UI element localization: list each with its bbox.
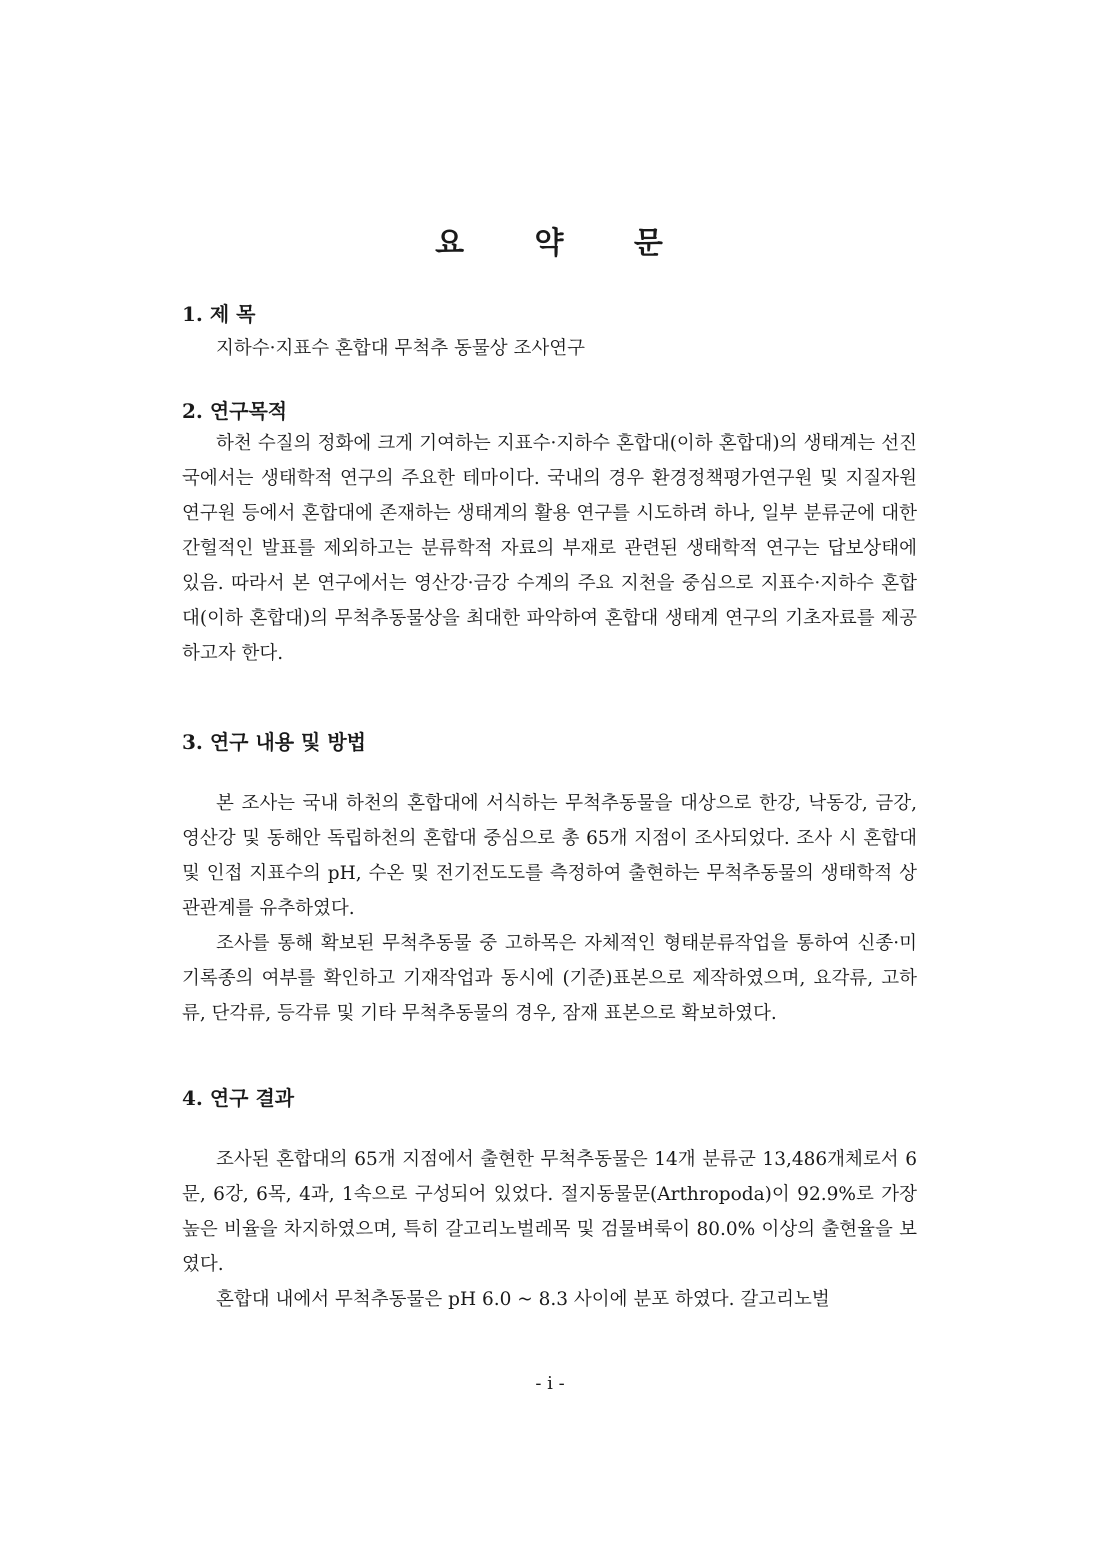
- section-1-heading: 1. 제 목: [182, 302, 256, 326]
- section-4-body: [182, 1142, 917, 1317]
- paragraph: 본 조사는 국내 하천의 혼합대에 서식하는 무척추동물을 대상으로 한강, 낙동강, 금강, 영산강 및 동해안 독립하천의 혼합대 중심으로 총 65개 지점이 조사되었다. 조사 시 혼합대 및 인접 지표수의 pH, 수온 및 전기전도도를 측정하여 출현하는 무척추동물의 생태학적 상관관계를 유추하였다.: [182, 793, 917, 919]
- paragraph: 하천 수질의 정화에 크게 기여하는 지표수·지하수 혼합대(이하 혼합대)의 생태계는 선진국에서는 생태학적 연구의 주요한 테마이다. 국내의 경우 환경정책평가연구원 및 지질자원연구원 등에서 혼합대에 존재하는 생태계의 활용 연구를 시도하려 하나, 일부 분류군에 대한 간헐적인 발표를 제외하고는 분류학적 자료의 부재로 관련된 생태학적 연구는 답보상태에 있음. 따라서 본 연구에서는 영산강·금강 수계의 주요 지천을 중심으로 지표수·지하수 혼합대(이하 혼합대)의 무척추동물상을 최대한 파악하여 혼합대 생태계 연구의 기초자료를 제공하고자 한다.: [182, 433, 917, 664]
- section-4-heading: 4. 연구 결과: [182, 1086, 295, 1110]
- page-number: - i -: [535, 1373, 565, 1394]
- section-3-body: [182, 786, 917, 1031]
- page-title: 요 약 문: [435, 226, 665, 261]
- section-2-heading: 2. 연구목적: [182, 399, 288, 423]
- paragraph: 조사를 통해 확보된 무척추동물 중 고하목은 자체적인 형태분류작업을 통하여 신종·미기록종의 여부를 확인하고 기재작업과 동시에 (기준)표본으로 제작하였으며, 요각류, 고하류, 단각류, 등각류 및 기타 무척추동물의 경우, 잠재 표본으로 확보하였다.: [182, 933, 917, 1024]
- paragraph: 조사된 혼합대의 65개 지점에서 출현한 무척추동물은 14개 분류군 13,486개체로서 6문, 6강, 6목, 4과, 1속으로 구성되어 있었다. 절지동물문(Arthropoda)이 92.9%로 가장 높은 비율을 차지하였으며, 특히 갈고리노벌레목 및 검물벼룩이 80.0% 이상의 출현율을 보였다.: [182, 1149, 917, 1275]
- section-3-heading: 3. 연구 내용 및 방법: [182, 730, 366, 754]
- paragraph: 혼합대 내에서 무척추동물은 pH 6.0 ~ 8.3 사이에 분포 하였다. 갈고리노벌: [216, 1289, 830, 1310]
- section-2-body: [182, 426, 917, 671]
- report-title-text: 지하수·지표수 혼합대 무척추 동물상 조사연구: [216, 338, 585, 359]
